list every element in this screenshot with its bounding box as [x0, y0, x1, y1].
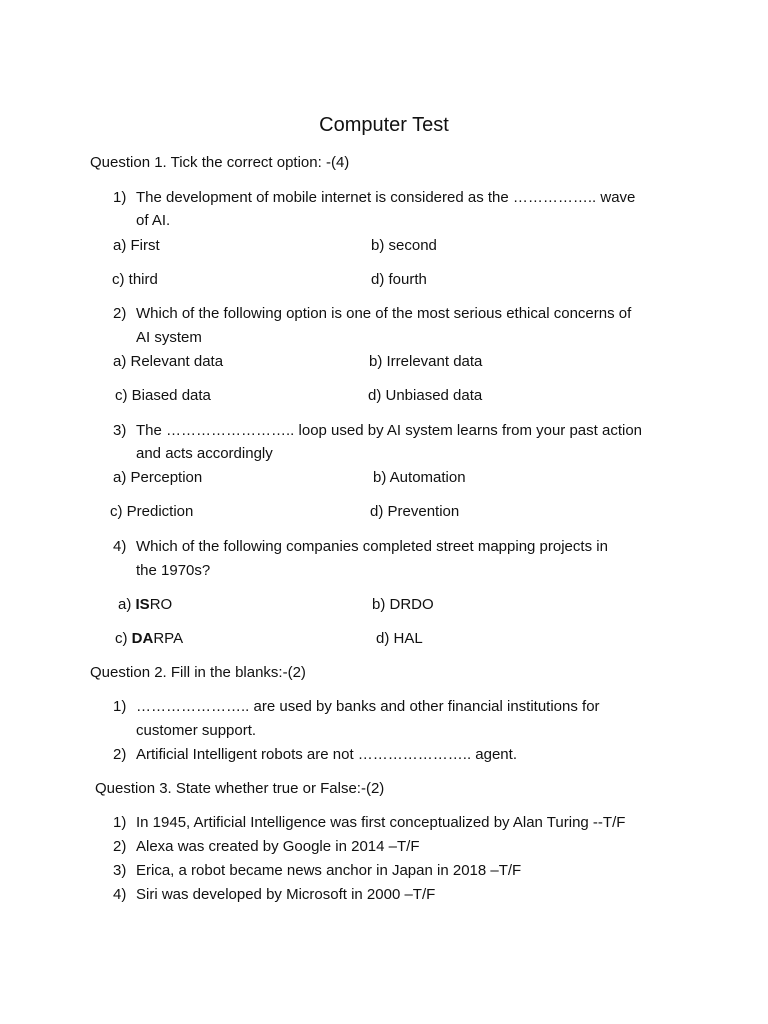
- question-2-heading: Question 2. Fill in the blanks:-(2): [90, 664, 306, 681]
- option-a: a) Relevant data: [113, 353, 224, 370]
- item-text-line-1: Artificial Intelligent robots are not ………………….. agent.: [136, 746, 517, 763]
- item-number: 1): [113, 814, 127, 831]
- item-text-line-2: customer support.: [136, 722, 257, 739]
- item-text-line-1: Which of the following option is one of the most serious ethical concerns of: [136, 305, 632, 322]
- item-text-line-2: the 1970s?: [136, 562, 211, 579]
- item-text-line-1: Which of the following companies completed street mapping projects in: [136, 538, 608, 555]
- question-3-heading: Question 3. State whether true or False:-(2): [95, 780, 385, 797]
- option-b: b) Irrelevant data: [369, 353, 483, 370]
- item-number: 2): [113, 746, 127, 763]
- option-d: d) Prevention: [370, 503, 460, 520]
- item-text-line-2: AI system: [136, 329, 202, 346]
- item-number: 3): [113, 862, 127, 879]
- option-prefix: a): [118, 596, 136, 613]
- option-d: d) Unbiased data: [368, 387, 483, 404]
- option-d: d) HAL: [376, 630, 423, 647]
- question-1-heading: Question 1. Tick the correct option: -(4): [90, 154, 350, 171]
- option-c: c) Biased data: [115, 387, 211, 404]
- item-text-line-1: The development of mobile internet is considered as the …………….. wave: [136, 189, 636, 206]
- item-number: 4): [113, 886, 127, 903]
- item-text: Siri was developed by Microsoft in 2000 –T/F: [136, 886, 436, 903]
- item-number: 3): [113, 422, 127, 439]
- option-bold-part: DA: [131, 630, 154, 647]
- page-title: Computer Test: [319, 114, 449, 136]
- option-a: [118, 596, 172, 613]
- item-text: Erica, a robot became news anchor in Japan in 2018 –T/F: [136, 862, 522, 879]
- option-a: a) Perception: [113, 469, 203, 486]
- item-text: Alexa was created by Google in 2014 –T/F: [136, 838, 420, 855]
- option-a: a) First: [113, 237, 160, 254]
- item-number: 1): [113, 698, 127, 715]
- option-c: [115, 630, 183, 647]
- option-rest: RO: [149, 596, 173, 613]
- option-b: b) Automation: [373, 469, 466, 486]
- option-bold-part: IS: [135, 596, 150, 613]
- option-c: c) third: [112, 271, 158, 288]
- item-text-line-1: ………………….. are used by banks and other financial institutions for: [136, 698, 600, 715]
- item-text-line-1: The …………………….. loop used by AI system learns from your past action: [136, 422, 643, 439]
- item-number: 2): [113, 305, 127, 322]
- item-number: 2): [113, 838, 127, 855]
- option-b: b) DRDO: [372, 596, 434, 613]
- option-c: c) Prediction: [110, 503, 194, 520]
- item-number: 4): [113, 538, 127, 555]
- item-text: In 1945, Artificial Intelligence was first conceptualized by Alan Turing --T/F: [136, 814, 626, 831]
- option-b: b) second: [371, 237, 437, 254]
- option-rest: RPA: [153, 630, 184, 647]
- option-prefix: c): [115, 630, 132, 647]
- item-number: 1): [113, 189, 127, 206]
- option-d: d) fourth: [371, 271, 427, 288]
- item-text-line-2: of AI.: [136, 212, 171, 229]
- item-text-line-2: and acts accordingly: [136, 445, 273, 462]
